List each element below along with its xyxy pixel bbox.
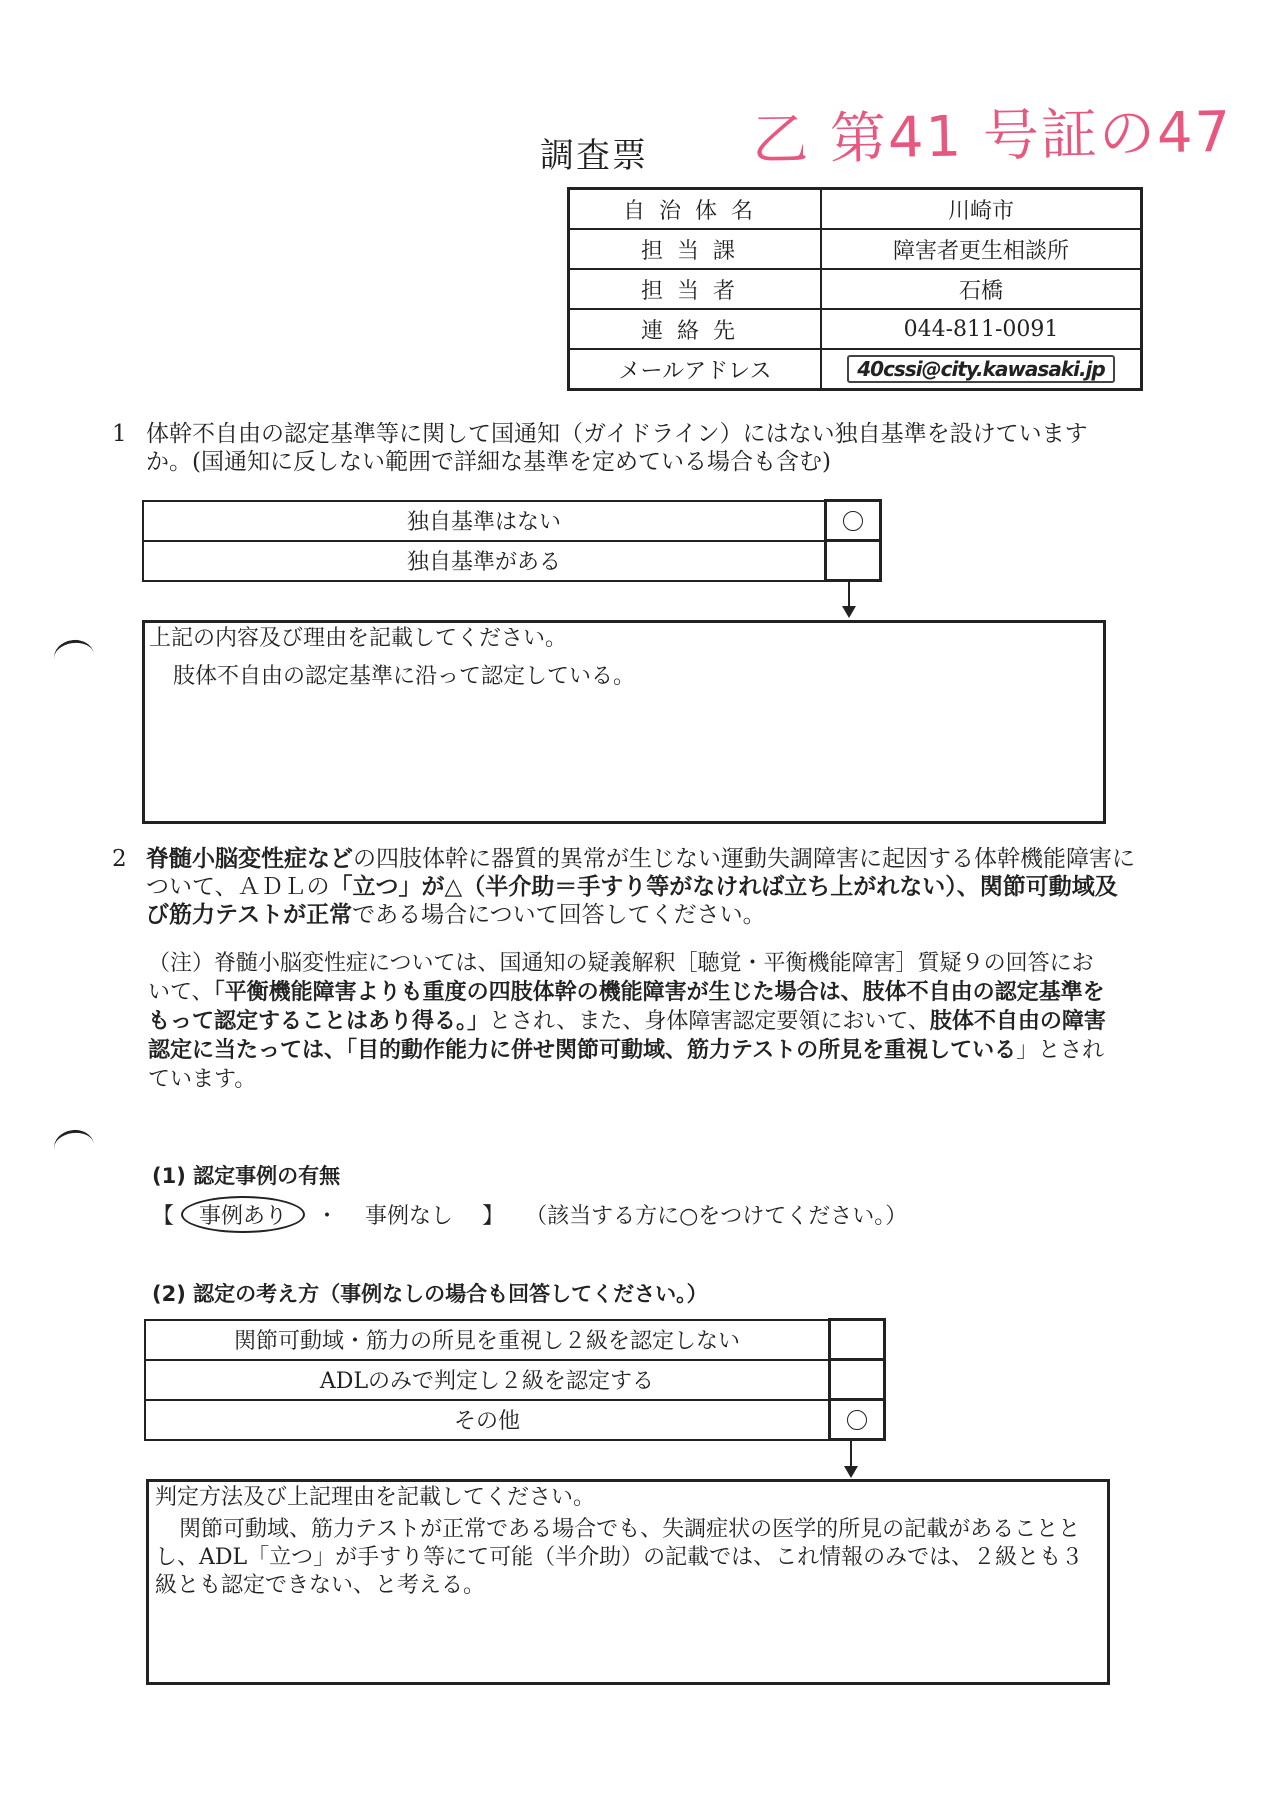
option-label: 独自基準がある xyxy=(143,541,826,581)
instruction-text: （該当する方に○をつけてください。） xyxy=(525,1204,908,1229)
q1-answer-box[interactable] xyxy=(142,620,1106,824)
info-label: 担当者 xyxy=(569,269,822,309)
question-text xyxy=(146,845,1136,929)
subquestion-1-title: (1) 認定事例の有無 xyxy=(152,1164,341,1188)
info-label: 担当課 xyxy=(569,229,822,269)
question-text-normal: である場合について回答してください。 xyxy=(352,902,766,928)
answer-prompt: 判定方法及び上記理由を記載してください。 xyxy=(155,1485,596,1510)
option-checkbox[interactable] xyxy=(830,1400,885,1440)
respondent-info-table xyxy=(567,187,1143,391)
option-label: 関節可動域・筋力の所見を重視し２級を認定しない xyxy=(145,1320,830,1360)
table-row xyxy=(569,309,1142,349)
choice-no[interactable]: 事例なし xyxy=(365,1204,454,1229)
punch-hole-mark xyxy=(52,1127,96,1165)
question-2 xyxy=(112,845,1136,929)
table-row xyxy=(569,349,1142,390)
circle-mark-icon xyxy=(847,1410,867,1430)
q2-answer-box[interactable] xyxy=(146,1479,1110,1685)
arrow-down-icon xyxy=(842,606,856,618)
email-stamp: 40cssi@city.kawasaki.jp xyxy=(847,355,1115,383)
punch-hole-mark xyxy=(52,637,96,675)
exhibit-stamp: 乙 第41 号証の47 xyxy=(751,99,1233,174)
q2-options-table xyxy=(144,1318,886,1441)
question-text-normal: の四肢体幹に器質的異常が生じない運動失調障害に起因する体幹機能障害について、ＡＤＬの xyxy=(146,846,1135,900)
option-label: 独自基準はない xyxy=(143,501,826,541)
note-text: とされ、また、身体障害認定要領において、 xyxy=(489,1009,930,1034)
info-value: 川崎市 xyxy=(821,189,1142,230)
note-text: （注）脊髄小脳変性症については、国通知の疑義解釈［聴覚・平衡機能障害］質疑９の回答において、 xyxy=(148,951,1094,1005)
table-row xyxy=(145,1400,885,1440)
table-row xyxy=(145,1360,885,1400)
question-text-bold: 脊髄小脳変性症など xyxy=(146,846,353,872)
bracket: 【 xyxy=(152,1204,175,1229)
answer-prompt: 上記の内容及び理由を記載してください。 xyxy=(149,626,568,651)
page-title: 調査票 xyxy=(540,136,648,176)
separator: ・ xyxy=(316,1204,339,1229)
info-label: メールアドレス xyxy=(569,349,822,390)
option-checkbox[interactable] xyxy=(826,541,881,581)
subquestion-2-title: (2) 認定の考え方（事例なしの場合も回答してください。） xyxy=(152,1282,708,1306)
info-label: 連絡先 xyxy=(569,309,822,349)
table-row xyxy=(569,189,1142,230)
table-row xyxy=(145,1320,885,1360)
bracket: 】 xyxy=(482,1204,505,1229)
circle-mark-icon xyxy=(843,511,863,531)
info-value: 044-811-0091 xyxy=(821,309,1142,349)
note-text-bold: 肢体不自由の障害認定に当たっては、「目的動作能力に併せ関節可動域、筋力テストの所見を重視している xyxy=(148,1009,1106,1063)
table-row xyxy=(143,541,881,581)
option-label: その他 xyxy=(145,1400,830,1440)
question-text: 体幹不自由の認定基準等に関して国通知（ガイドライン）にはない独自基準を設けていますか。(国通知に反しない範囲で詳細な基準を定めている場合も含む) xyxy=(146,421,1088,475)
table-row xyxy=(569,269,1142,309)
answer-text: 関節可動域、筋力テストが正常である場合でも、失調症状の医学的所見の記載があることとし、ADL「立つ」が手すり等にて可能（半介助）の記載では、これ情報のみでは、２級とも３級とも認定できない、と考える。 xyxy=(155,1517,1084,1598)
table-row xyxy=(569,229,1142,269)
answer-text: 肢体不自由の認定基準に沿って認定している。 xyxy=(173,664,636,689)
option-checkbox[interactable] xyxy=(826,501,881,541)
info-value: 障害者更生相談所 xyxy=(821,229,1142,269)
question-1 xyxy=(112,420,1132,476)
arrow-line xyxy=(848,580,850,606)
question-number: 2 xyxy=(112,846,127,872)
q2-note xyxy=(148,949,1106,1094)
table-row xyxy=(143,501,881,541)
q1-options-table xyxy=(142,499,882,582)
info-value: 石橋 xyxy=(821,269,1142,309)
question-text-bold: 「立つ」が△（半介助＝手すり等がなければ立ち上がれない）、関節可動域及び筋力テストが正常 xyxy=(146,874,1118,928)
option-label: ADLのみで判定し２級を認定する xyxy=(145,1360,830,1400)
info-value xyxy=(821,349,1142,390)
note-text-bold: 「平衡機能障害よりも重度の四肢体幹の機能障害が生じた場合は、肢体不自由の認定基準をもって認定することはあり得る。」 xyxy=(148,980,1105,1034)
arrow-down-icon xyxy=(844,1466,858,1478)
info-label: 自治体名 xyxy=(569,189,822,230)
note-text: 」とされています。 xyxy=(148,1038,1105,1092)
question-number: 1 xyxy=(112,421,127,447)
subquestion-1-choices xyxy=(152,1196,907,1233)
option-checkbox[interactable] xyxy=(830,1320,885,1360)
option-checkbox[interactable] xyxy=(830,1360,885,1400)
choice-yes-circled[interactable]: 事例あり xyxy=(181,1196,305,1233)
